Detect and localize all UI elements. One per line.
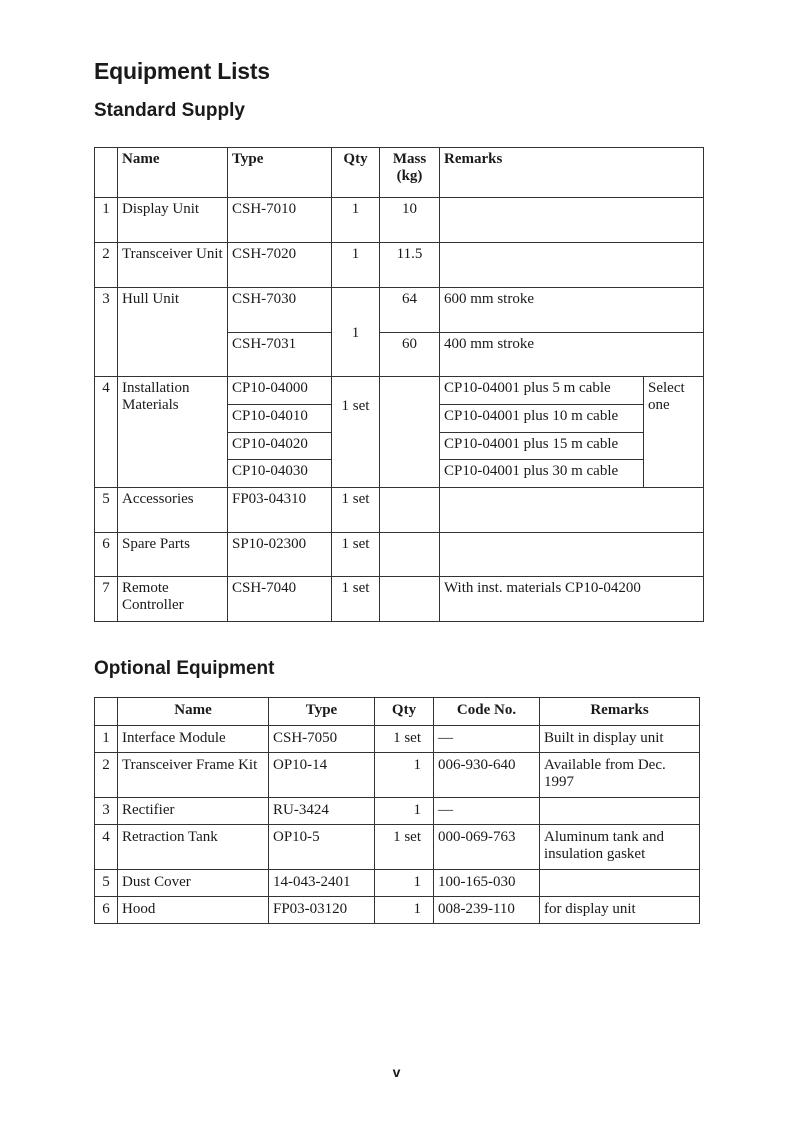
- standard-supply-table: [94, 147, 704, 622]
- row-no: 6: [95, 533, 118, 577]
- row-code: 008-239-110: [434, 897, 540, 924]
- row-remarks: Available from Dec. 1997: [540, 753, 700, 798]
- row-code: —: [434, 798, 540, 825]
- table-row: [95, 377, 704, 405]
- row-qty: 1 set: [332, 577, 380, 622]
- row-mass: 64: [380, 288, 440, 333]
- header-qty: Qty: [375, 698, 434, 726]
- row-remarks: CP10-04001 plus 30 m cable: [440, 460, 644, 488]
- row-remarks: [540, 870, 700, 897]
- row-remarks: [540, 798, 700, 825]
- header-remarks: Remarks: [440, 148, 704, 198]
- row-qty: 1 set: [332, 488, 380, 533]
- header-type: Type: [269, 698, 375, 726]
- table-row: [95, 198, 704, 243]
- row-qty: 1: [332, 243, 380, 288]
- row-remarks: 400 mm stroke: [440, 333, 704, 377]
- table-row: [95, 753, 700, 798]
- row-name: Retraction Tank: [118, 825, 269, 870]
- table-header-row: [95, 148, 704, 198]
- row-qty: 1: [375, 753, 434, 798]
- row-qty: 1: [375, 798, 434, 825]
- row-no: 3: [95, 288, 118, 377]
- row-name: Hull Unit: [118, 288, 228, 377]
- row-remarks: [440, 198, 704, 243]
- row-type: CP10-04010: [228, 405, 332, 433]
- row-remarks: for display unit: [540, 897, 700, 924]
- row-type: CSH-7050: [269, 726, 375, 753]
- row-name: Hood: [118, 897, 269, 924]
- row-qty: 1: [375, 870, 434, 897]
- row-no: 4: [95, 825, 118, 870]
- row-code: 000-069-763: [434, 825, 540, 870]
- row-type: FP03-04310: [228, 488, 332, 533]
- row-type: CSH-7031: [228, 333, 332, 377]
- row-no: 1: [95, 198, 118, 243]
- row-remarks: Built in display unit: [540, 726, 700, 753]
- row-mass: [380, 533, 440, 577]
- standard-supply-heading: Standard Supply: [94, 100, 245, 121]
- page-number: v: [392, 1064, 401, 1080]
- header-code: Code No.: [434, 698, 540, 726]
- row-note: Select one: [644, 377, 704, 488]
- header-name: Name: [118, 698, 269, 726]
- table-row: [95, 897, 700, 924]
- row-no: 6: [95, 897, 118, 924]
- header-no: [95, 698, 118, 726]
- row-code: 006-930-640: [434, 753, 540, 798]
- row-type: OP10-5: [269, 825, 375, 870]
- row-type: CP10-04030: [228, 460, 332, 488]
- table-header-row: [95, 698, 700, 726]
- row-qty: 1 set: [332, 533, 380, 577]
- row-no: 4: [95, 377, 118, 488]
- table-row: [95, 577, 704, 622]
- row-qty: 1: [375, 897, 434, 924]
- row-remarks: Aluminum tank and insulation gasket: [540, 825, 700, 870]
- row-type: CSH-7040: [228, 577, 332, 622]
- row-mass: [380, 577, 440, 622]
- row-type: CP10-04000: [228, 377, 332, 405]
- row-type: CSH-7020: [228, 243, 332, 288]
- page-title: Equipment Lists: [94, 58, 270, 84]
- row-no: 2: [95, 753, 118, 798]
- table-row: [95, 825, 700, 870]
- row-no: 5: [95, 488, 118, 533]
- row-mass: 11.5: [380, 243, 440, 288]
- row-name: Remote Controller: [118, 577, 228, 622]
- row-type: SP10-02300: [228, 533, 332, 577]
- row-name: Dust Cover: [118, 870, 269, 897]
- row-type: CP10-04020: [228, 433, 332, 460]
- row-code: —: [434, 726, 540, 753]
- row-name: Installation Materials: [118, 377, 228, 488]
- header-mass: Mass (kg): [380, 148, 440, 198]
- optional-equipment-table: [94, 697, 700, 924]
- row-name: Accessories: [118, 488, 228, 533]
- row-no: 2: [95, 243, 118, 288]
- table-row: [95, 288, 704, 333]
- row-mass: 10: [380, 198, 440, 243]
- row-type: CSH-7030: [228, 288, 332, 333]
- row-type: FP03-03120: [269, 897, 375, 924]
- row-remarks: [440, 533, 704, 577]
- row-qty: 1 set: [375, 726, 434, 753]
- row-qty: 1 set: [332, 377, 380, 488]
- row-remarks: With inst. materials CP10-04200: [440, 577, 704, 622]
- row-type: RU-3424: [269, 798, 375, 825]
- table-row: [95, 488, 704, 533]
- table-row: [95, 798, 700, 825]
- table-row: [95, 533, 704, 577]
- row-remarks: CP10-04001 plus 15 m cable: [440, 433, 644, 460]
- row-no: 7: [95, 577, 118, 622]
- table-row: [95, 243, 704, 288]
- row-remarks: 600 mm stroke: [440, 288, 704, 333]
- row-name: Spare Parts: [118, 533, 228, 577]
- row-code: 100-165-030: [434, 870, 540, 897]
- table-row: [95, 726, 700, 753]
- row-name: Rectifier: [118, 798, 269, 825]
- row-remarks: CP10-04001 plus 5 m cable: [440, 377, 644, 405]
- row-no: 1: [95, 726, 118, 753]
- table-row: [95, 870, 700, 897]
- row-qty: 1: [332, 288, 380, 377]
- row-qty: 1 set: [375, 825, 434, 870]
- row-type: OP10-14: [269, 753, 375, 798]
- row-no: 3: [95, 798, 118, 825]
- row-name: Interface Module: [118, 726, 269, 753]
- row-remarks: CP10-04001 plus 10 m cable: [440, 405, 644, 433]
- row-name: Transceiver Frame Kit: [118, 753, 269, 798]
- row-no: 5: [95, 870, 118, 897]
- optional-equipment-heading: Optional Equipment: [94, 658, 275, 679]
- header-type: Type: [228, 148, 332, 198]
- row-type: CSH-7010: [228, 198, 332, 243]
- header-name: Name: [118, 148, 228, 198]
- header-qty: Qty: [332, 148, 380, 198]
- row-name: Transceiver Unit: [118, 243, 228, 288]
- row-qty: 1: [332, 198, 380, 243]
- row-name: Display Unit: [118, 198, 228, 243]
- header-no: [95, 148, 118, 198]
- row-mass: [380, 377, 440, 488]
- row-type: 14-043-2401: [269, 870, 375, 897]
- header-remarks: Remarks: [540, 698, 700, 726]
- row-remarks: [440, 488, 704, 533]
- row-remarks: [440, 243, 704, 288]
- row-mass: [380, 488, 440, 533]
- row-mass: 60: [380, 333, 440, 377]
